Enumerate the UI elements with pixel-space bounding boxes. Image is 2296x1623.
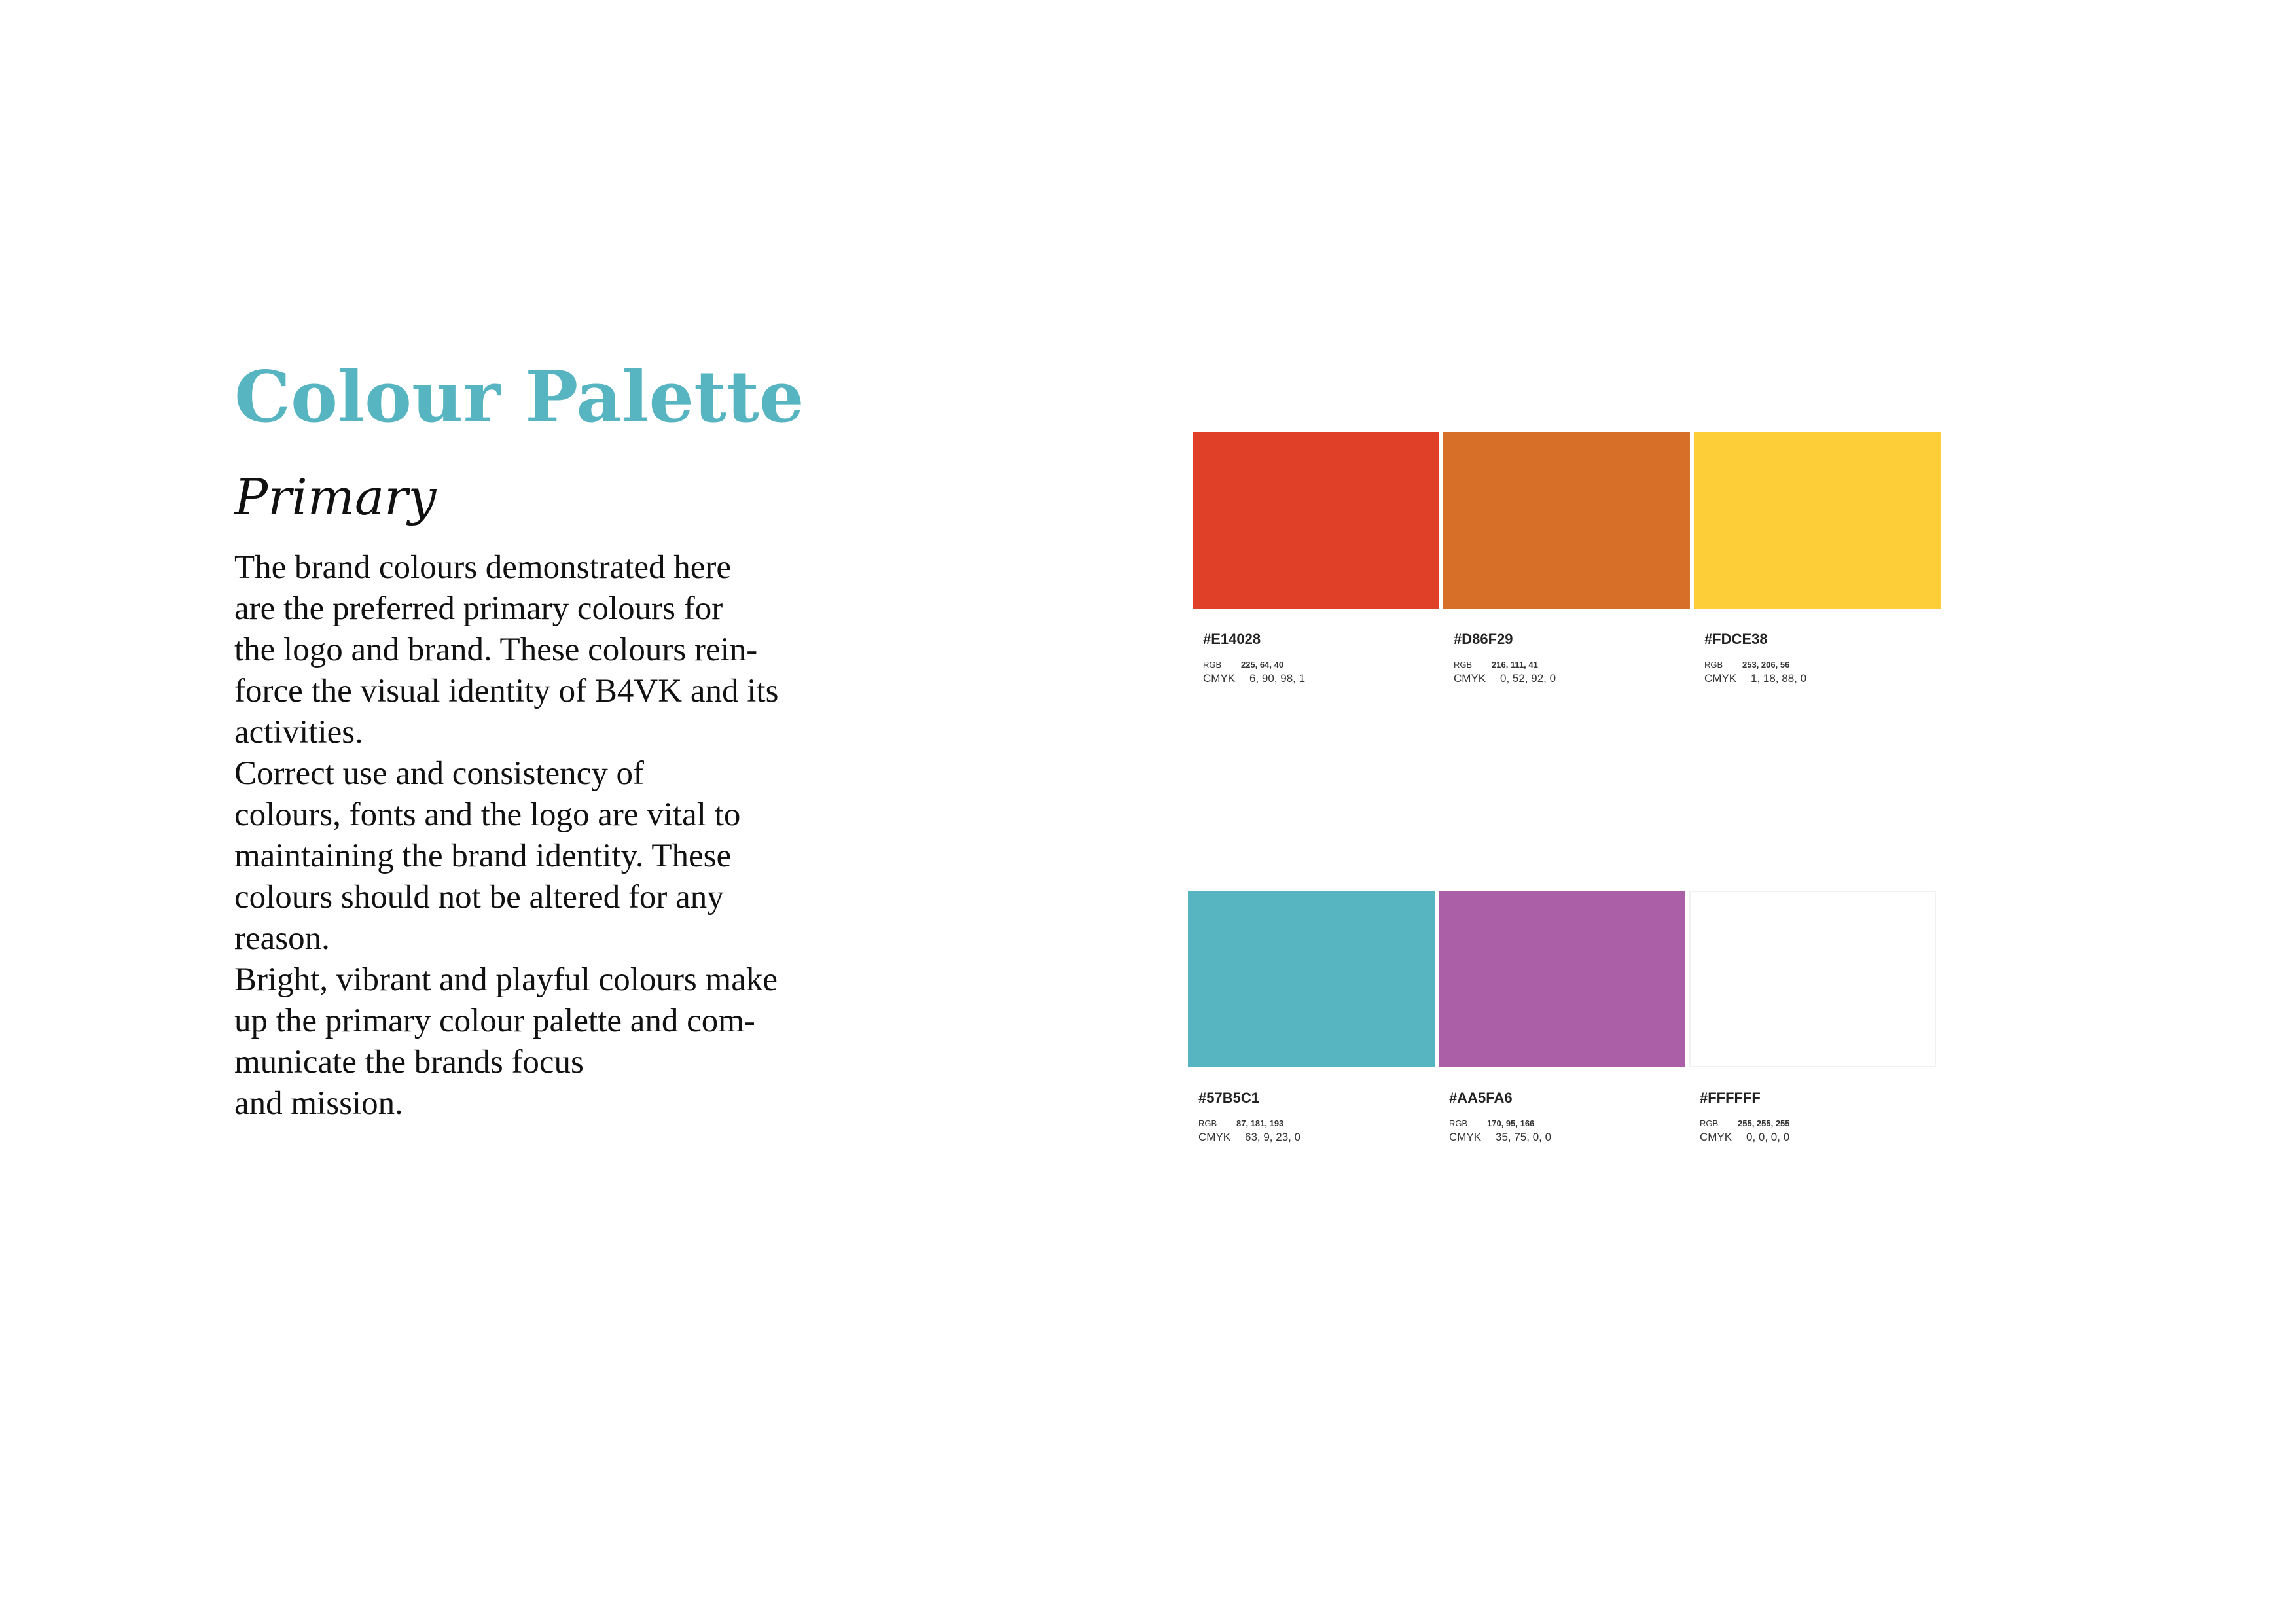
hex-code: #57B5C1 xyxy=(1198,1090,1259,1106)
cmyk-value: 0, 0, 0, 0 xyxy=(1746,1131,1790,1143)
cmyk-value: 0, 52, 92, 0 xyxy=(1500,672,1556,685)
cmyk-row xyxy=(1700,1131,1936,1144)
rgb-value: 225, 64, 40 xyxy=(1241,660,1284,669)
body-line: and mission. xyxy=(234,1085,403,1122)
swatch-card-orange xyxy=(1443,432,1690,685)
body-line: reason. xyxy=(234,920,330,957)
rgb-row xyxy=(1704,660,1941,669)
rgb-row xyxy=(1449,1118,1685,1128)
rgb-label: RGB xyxy=(1449,1118,1468,1128)
rgb-value: 87, 181, 193 xyxy=(1236,1118,1284,1128)
body-line: force the visual identity of B4VK and its xyxy=(234,673,779,709)
color-swatch-block xyxy=(1443,432,1690,609)
rgb-label: RGB xyxy=(1700,1118,1719,1128)
rgb-label: RGB xyxy=(1198,1118,1217,1128)
body-line: colours should not be altered for any xyxy=(234,879,724,916)
cmyk-row xyxy=(1704,672,1941,685)
cmyk-row xyxy=(1449,1131,1685,1144)
cmyk-label: CMYK xyxy=(1203,672,1236,685)
hex-code: #AA5FA6 xyxy=(1449,1090,1513,1106)
color-swatch-block xyxy=(1188,891,1435,1067)
body-line: maintaining the brand identity. These xyxy=(234,838,732,874)
hex-code: #FFFFFF xyxy=(1700,1090,1761,1106)
cmyk-value: 6, 90, 98, 1 xyxy=(1249,672,1306,685)
body-line: colours, fonts and the logo are vital to xyxy=(234,796,741,833)
rgb-row xyxy=(1203,660,1439,669)
rgb-label: RGB xyxy=(1203,660,1222,669)
body-line: up the primary colour palette and com- xyxy=(234,1003,755,1039)
swatch-card-white xyxy=(1689,891,1936,1144)
hex-code: #D86F29 xyxy=(1454,631,1513,647)
rgb-row xyxy=(1198,1118,1435,1128)
cmyk-label: CMYK xyxy=(1700,1131,1732,1143)
cmyk-value: 35, 75, 0, 0 xyxy=(1496,1131,1552,1143)
rgb-label: RGB xyxy=(1454,660,1473,669)
cmyk-label: CMYK xyxy=(1198,1131,1231,1143)
swatch-card-purple xyxy=(1439,891,1685,1144)
rgb-value: 170, 95, 166 xyxy=(1487,1118,1535,1128)
section-subtitle: Primary xyxy=(234,468,437,526)
color-swatch-block xyxy=(1694,432,1941,609)
cmyk-row xyxy=(1203,672,1439,685)
cmyk-label: CMYK xyxy=(1454,672,1486,685)
swatch-card-yellow xyxy=(1694,432,1941,685)
cmyk-label: CMYK xyxy=(1704,672,1737,685)
swatch-card-teal xyxy=(1188,891,1435,1144)
color-swatch-block xyxy=(1439,891,1685,1067)
color-swatch-block xyxy=(1689,891,1936,1067)
hex-code: #FDCE38 xyxy=(1704,631,1768,647)
swatch-card-red xyxy=(1193,432,1439,685)
rgb-value: 255, 255, 255 xyxy=(1738,1118,1790,1128)
body-line: activities. xyxy=(234,714,363,751)
cmyk-row xyxy=(1454,672,1690,685)
body-line: the logo and brand. These colours rein- xyxy=(234,632,758,668)
body-line: Bright, vibrant and playful colours make xyxy=(234,961,778,998)
cmyk-row xyxy=(1198,1131,1435,1144)
body-text xyxy=(234,547,856,1124)
body-line: The brand colours demonstrated here xyxy=(234,549,732,586)
rgb-row xyxy=(1454,660,1690,669)
cmyk-label: CMYK xyxy=(1449,1131,1482,1143)
page-title: Colour Palette xyxy=(234,356,804,438)
rgb-value: 216, 111, 41 xyxy=(1492,660,1538,669)
hex-code: #E14028 xyxy=(1203,631,1261,647)
cmyk-value: 63, 9, 23, 0 xyxy=(1245,1131,1301,1143)
rgb-value: 253, 206, 56 xyxy=(1742,660,1790,669)
body-line: Correct use and consistency of xyxy=(234,755,644,792)
body-line: are the preferred primary colours for xyxy=(234,590,723,627)
rgb-label: RGB xyxy=(1704,660,1723,669)
cmyk-value: 1, 18, 88, 0 xyxy=(1751,672,1807,685)
body-line: municate the brands focus xyxy=(234,1044,584,1080)
color-swatch-block xyxy=(1193,432,1439,609)
rgb-row xyxy=(1700,1118,1936,1128)
